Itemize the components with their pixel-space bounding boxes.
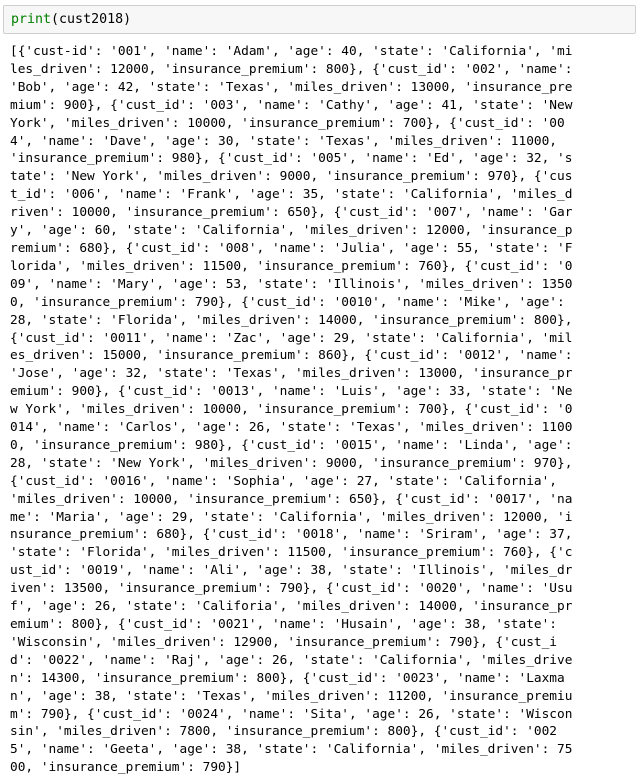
output-line: 'state': 'Florida', 'miles_driven': 11500, 'insurance_premium': 760}, {'c	[10, 545, 573, 561]
output-line: w York', 'miles_driven': 10000, 'insurance_premium': 700}, {'cust_id': '0	[10, 402, 573, 418]
output-line: {'cust_id': '0011', 'name': 'Zac', 'age': 29, 'state': 'California', 'mil	[10, 330, 573, 346]
output-line: 4', 'name': 'Dave', 'age': 30, 'state': 'Texas', 'miles_driven': 11000,	[10, 133, 558, 149]
output-line: 0, 'insurance_premium': 790}, {'cust_id': '0010', 'name': 'Mike', 'age':	[10, 294, 565, 310]
output-line: {'cust_id': '0016', 'name': 'Sophia', 'age': 27, 'state': 'California',	[10, 473, 558, 489]
output-line: t_id': '006', 'name': 'Frank', 'age': 35, 'state': 'California', 'miles_d	[10, 187, 573, 203]
output-line: 0, 'insurance_premium': 980}, {'cust_id': '0015', 'name': 'Linda', 'age':	[10, 437, 573, 453]
output-line: 00, 'insurance_premium': 790}]	[10, 760, 242, 776]
output-line: riven': 10000, 'insurance_premium': 650}, {'cust_id': '007', 'name': 'Gar	[10, 205, 573, 221]
output-line: 28, 'state': 'New York', 'miles_driven': 9000, 'insurance_premium': 970},	[10, 455, 573, 471]
output-line: 'Bob', 'age': 42, 'state': 'Texas', 'miles_driven': 13000, 'insurance_pre	[10, 79, 573, 95]
output-line: 014', 'name': 'Carlos', 'age': 26, 'state': 'Texas', 'miles_driven': 1100	[10, 420, 573, 436]
output-line: m': 790}, {'cust_id': '0024', 'name': 'Sita', 'age': 26, 'state': 'Wiscon	[10, 706, 573, 722]
output-line: emium': 900}, {'cust_id': '0013', 'name': 'Luis', 'age': 33, 'state': 'Ne	[10, 384, 573, 400]
output-line: tate': 'New York', 'miles_driven': 9000, 'insurance_premium': 970}, {'cus	[10, 169, 573, 185]
output-line: d': '0022', 'name': 'Raj', 'age': 26, 'state': 'California', 'miles_drive	[10, 652, 573, 668]
output-line: 28, 'state': 'Florida', 'miles_driven': 14000, 'insurance_premium': 800},	[10, 312, 573, 328]
output-line: 'insurance_premium': 980}, {'cust_id': '005', 'name': 'Ed', 'age': 32, 's	[10, 151, 573, 167]
output-line: 09', 'name': 'Mary', 'age': 53, 'state': 'Illinois', 'miles_driven': 1350	[10, 276, 573, 292]
output-line: es_driven': 15000, 'insurance_premium': 860}, {'cust_id': '0012', 'name':	[10, 348, 573, 364]
output-line: mium': 900}, {'cust_id': '003', 'name': 'Cathy', 'age': 41, 'state': 'New	[10, 97, 573, 113]
output-line: n', 'age': 38, 'state': 'Texas', 'miles_driven': 11200, 'insurance_premiu	[10, 688, 573, 704]
output-line: nsurance_premium': 680}, {'cust_id': '0018', 'name': 'Sriram', 'age': 37,	[10, 527, 573, 543]
open-paren: (	[51, 12, 60, 27]
output-line: 'Wisconsin', 'miles_driven': 12900, 'insurance_premium': 790}, {'cust_i	[10, 634, 558, 650]
output-line: remium': 680}, {'cust_id': '008', 'name': 'Julia', 'age': 55, 'state': 'F	[10, 240, 573, 256]
output-line: iven': 13500, 'insurance_premium': 790}, {'cust_id': '0020', 'name': 'Usu	[10, 581, 573, 597]
output-line: n': 14300, 'insurance_premium': 800}, {'cust_id': '0023', 'name': 'Laxma	[10, 670, 565, 686]
output-line: 'Jose', 'age': 32, 'state': 'Texas', 'miles_driven': 13000, 'insurance_pr	[10, 366, 573, 382]
output-line: y', 'age': 60, 'state': 'California', 'miles_driven': 12000, 'insurance_p	[10, 223, 573, 239]
output-line: [{'cust-id': '001', 'name': 'Adam', 'age': 40, 'state': 'California', 'mi	[10, 44, 573, 59]
output-line: 5', 'name': 'Geeta', 'age': 38, 'state': 'California', 'miles_driven': 75	[10, 742, 573, 758]
print-argument: cust2018	[59, 12, 124, 27]
output-line: 'miles_driven': 10000, 'insurance_premium': 650}, {'cust_id': '0017', 'na	[10, 491, 573, 507]
close-paren: )	[123, 12, 132, 27]
print-keyword: print	[11, 12, 52, 27]
output-line: ust_id': '0019', 'name': 'Ali', 'age': 38, 'state': 'Illinois', 'miles_dr	[10, 563, 573, 579]
output-line: me': 'Maria', 'age': 29, 'state': 'California', 'miles_driven': 12000, 'i	[10, 509, 573, 525]
cell-output	[10, 43, 636, 777]
output-line: sin', 'miles_driven': 7800, 'insurance_premium': 800}, {'cust_id': '002	[10, 724, 558, 740]
output-line: les_driven': 12000, 'insurance_premium': 800}, {'cust_id': '002', 'name':	[10, 61, 573, 77]
output-line: lorida', 'miles_driven': 11500, 'insurance_premium': 760}, {'cust_id': '0	[10, 258, 573, 274]
output-line: f', 'age': 26, 'state': 'Califoria', 'miles_driven': 14000, 'insurance_pr	[10, 599, 573, 615]
code-input-cell[interactable]	[3, 5, 636, 34]
output-line: York', 'miles_driven': 10000, 'insurance_premium': 700}, {'cust_id': '00	[10, 115, 565, 131]
output-line: emium': 800}, {'cust_id': '0021', 'name': 'Husain', 'age': 38, 'state':	[10, 617, 558, 632]
